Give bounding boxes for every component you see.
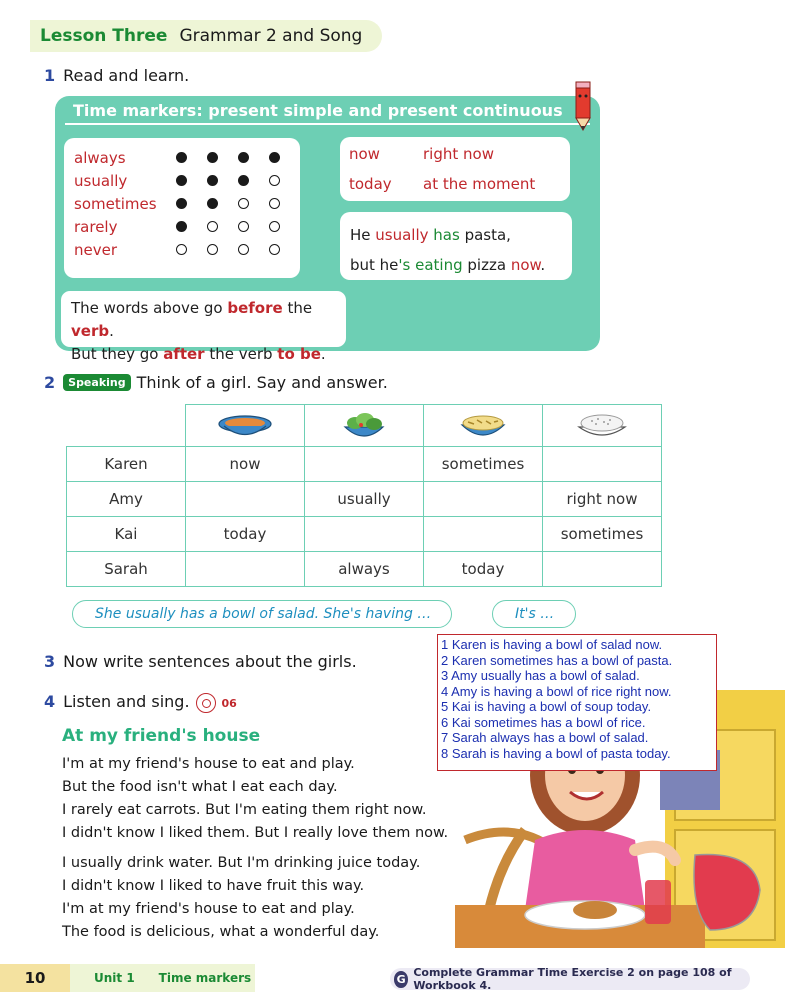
table-row xyxy=(67,482,662,517)
answer-line: 3 Amy usually has a bowl of salad. xyxy=(441,668,640,683)
table-cell: sometimes xyxy=(424,447,543,482)
text: pizza xyxy=(462,256,511,274)
song-verse-1 xyxy=(62,753,448,845)
filled-dot-icon xyxy=(238,175,249,186)
workbook-reference xyxy=(390,968,750,990)
page-number: 10 xyxy=(0,964,70,992)
filled-dot-icon xyxy=(207,175,218,186)
empty-dot-icon xyxy=(238,198,249,209)
table-cell: now xyxy=(186,447,305,482)
song-line: I usually drink water. But I'm drinking juice today. xyxy=(62,855,421,871)
rice-icon xyxy=(573,409,631,443)
empty-dot-icon xyxy=(176,244,187,255)
text: the verb xyxy=(204,345,278,363)
table-header-row xyxy=(67,405,662,447)
section-2-heading xyxy=(44,373,388,392)
text: has xyxy=(433,226,460,244)
marker-at-the-moment: at the moment xyxy=(423,175,536,193)
girl-name: Amy xyxy=(67,482,186,517)
track-number: 06 xyxy=(221,697,237,710)
filled-dot-icon xyxy=(269,152,280,163)
rule-line-1 xyxy=(71,297,336,343)
footer-topic: Time markers xyxy=(158,971,252,985)
rule-box xyxy=(60,290,347,363)
song-line: I'm at my friend's house to eat and play. xyxy=(62,756,355,772)
frequency-box xyxy=(64,138,300,278)
lesson-topic: Grammar 2 and Song xyxy=(179,26,363,46)
section-number: 1 xyxy=(44,66,56,85)
filled-dot-icon xyxy=(176,175,187,186)
grammar-time-icon: G xyxy=(394,971,408,988)
empty-dot-icon xyxy=(207,244,218,255)
empty-dot-icon xyxy=(269,175,280,186)
filled-dot-icon xyxy=(207,152,218,163)
song-line: I'm at my friend's house to eat and play. xyxy=(62,901,355,917)
lesson-header xyxy=(30,20,382,52)
song-line: But the food isn't what I eat each day. xyxy=(62,779,338,795)
table-cell: always xyxy=(305,552,424,587)
table-row xyxy=(67,447,662,482)
table-cell xyxy=(424,517,543,552)
food-column-soup xyxy=(186,405,305,447)
song-line: I rarely eat carrots. But I'm eating them right now. xyxy=(62,802,427,818)
song-line: I didn't know I liked to have fruit this way. xyxy=(62,878,365,894)
frequency-word: always xyxy=(74,148,126,167)
lesson-number: Lesson Three xyxy=(40,26,168,46)
empty-dot-icon xyxy=(238,221,249,232)
section-number: 3 xyxy=(44,652,56,671)
girl-name: Sarah xyxy=(67,552,186,587)
answer-line: 1 Karen is having a bowl of salad now. xyxy=(441,637,663,652)
text: pasta, xyxy=(459,226,511,244)
table-cell: sometimes xyxy=(543,517,662,552)
section-3-heading xyxy=(44,652,357,671)
girl-name: Kai xyxy=(67,517,186,552)
time-markers-box xyxy=(340,137,570,201)
frequency-row-sometimes xyxy=(74,192,300,215)
text: verb xyxy=(71,322,110,340)
pasta-icon xyxy=(454,409,512,443)
answer-line: 6 Kai sometimes has a bowl of rice. xyxy=(441,714,646,730)
table-cell: today xyxy=(424,552,543,587)
frequency-row-always xyxy=(74,146,300,169)
unit-label: Unit 1 xyxy=(94,971,135,985)
marker-today: today xyxy=(349,175,392,193)
text: usually xyxy=(375,226,429,244)
empty-dot-icon xyxy=(238,244,249,255)
food-column-pasta xyxy=(424,405,543,447)
example-line-1 xyxy=(350,220,562,250)
footer-left xyxy=(0,964,255,992)
salad-icon xyxy=(335,409,393,443)
filled-dot-icon xyxy=(238,152,249,163)
text: before xyxy=(227,299,283,317)
table-cell xyxy=(186,552,305,587)
section-number: 2 xyxy=(44,373,56,392)
food-column-salad xyxy=(305,405,424,447)
table-cell: usually xyxy=(305,482,424,517)
text: The words above go xyxy=(71,299,228,317)
frequency-row-usually xyxy=(74,169,300,192)
rule-line-2 xyxy=(71,343,336,366)
girl-name: Karen xyxy=(67,447,186,482)
table-corner xyxy=(67,405,186,447)
answer-line: 5 Kai is having a bowl of soup today. xyxy=(441,699,652,714)
empty-dot-icon xyxy=(269,244,280,255)
text: but he xyxy=(350,256,399,274)
empty-dot-icon xyxy=(207,221,218,232)
frequency-word: rarely xyxy=(74,217,118,236)
text: . xyxy=(540,256,546,274)
section-4-heading xyxy=(44,692,237,713)
text: He xyxy=(350,226,376,244)
text: now xyxy=(510,256,541,274)
empty-dot-icon xyxy=(269,198,280,209)
table-row xyxy=(67,517,662,552)
table-cell xyxy=(305,517,424,552)
frequency-row-rarely xyxy=(74,215,300,238)
table-cell xyxy=(424,482,543,517)
song-title: At my friend's house xyxy=(62,726,261,746)
answer-line: 7 Sarah always has a bowl of salad. xyxy=(441,730,649,745)
filled-dot-icon xyxy=(176,198,187,209)
food-column-rice xyxy=(543,405,662,447)
frequency-word: never xyxy=(74,240,118,259)
text: after xyxy=(163,345,205,363)
table-cell xyxy=(305,447,424,482)
answer-line: 2 Karen sometimes has a bowl of pasta. xyxy=(441,652,673,668)
frequency-row-never xyxy=(74,238,300,261)
filled-dot-icon xyxy=(176,221,187,232)
marker-right-now: right now xyxy=(423,145,494,163)
section-1-heading xyxy=(44,66,189,85)
table-cell xyxy=(543,552,662,587)
answer-line: 4 Amy is having a bowl of rice right now. xyxy=(441,683,672,699)
table-row xyxy=(67,552,662,587)
section-title: Read and learn. xyxy=(63,66,190,85)
text: . xyxy=(320,345,326,363)
soup-icon xyxy=(216,411,274,441)
song-line: The food is delicious, what a wonderful day. xyxy=(62,924,380,940)
pencil-icon xyxy=(572,80,594,132)
example-box xyxy=(340,212,572,280)
table-cell xyxy=(543,447,662,482)
section-title: Now write sentences about the girls. xyxy=(63,652,357,671)
text: But they go xyxy=(71,345,164,363)
table-cell: right now xyxy=(543,482,662,517)
section-title: Think of a girl. Say and answer. xyxy=(136,373,388,392)
example-line-2 xyxy=(350,250,562,280)
cd-icon[interactable] xyxy=(196,693,216,713)
frequency-word: usually xyxy=(74,171,128,190)
workbook-note: Complete Grammar Time Exercise 2 on page 108 of Workbook 4. xyxy=(413,966,732,992)
answer-box xyxy=(437,634,717,771)
text: the xyxy=(282,299,313,317)
answer-line: 8 Sarah is having a bowl of pasta today. xyxy=(441,745,671,761)
text: 's eating xyxy=(398,256,463,274)
table-cell: today xyxy=(186,517,305,552)
text: . xyxy=(109,322,114,340)
text: to be xyxy=(277,345,321,363)
song-verse-2 xyxy=(62,852,420,944)
frequency-word: sometimes xyxy=(74,194,157,213)
speech-bubble-question: She usually has a bowl of salad. She's having … xyxy=(72,600,452,628)
table-cell xyxy=(186,482,305,517)
speaking-badge: Speaking xyxy=(63,374,130,391)
section-title: Listen and sing. xyxy=(63,692,190,711)
empty-dot-icon xyxy=(269,221,280,232)
speech-bubble-answer: It's … xyxy=(492,600,576,628)
grammar-panel-title: Time markers: present simple and present continuous xyxy=(65,97,590,125)
section-number: 4 xyxy=(44,692,56,711)
filled-dot-icon xyxy=(207,198,218,209)
marker-now: now xyxy=(349,145,380,163)
frequency-table xyxy=(66,404,662,587)
song-line: I didn't know I liked them. But I really love them now. xyxy=(62,825,449,841)
filled-dot-icon xyxy=(176,152,187,163)
